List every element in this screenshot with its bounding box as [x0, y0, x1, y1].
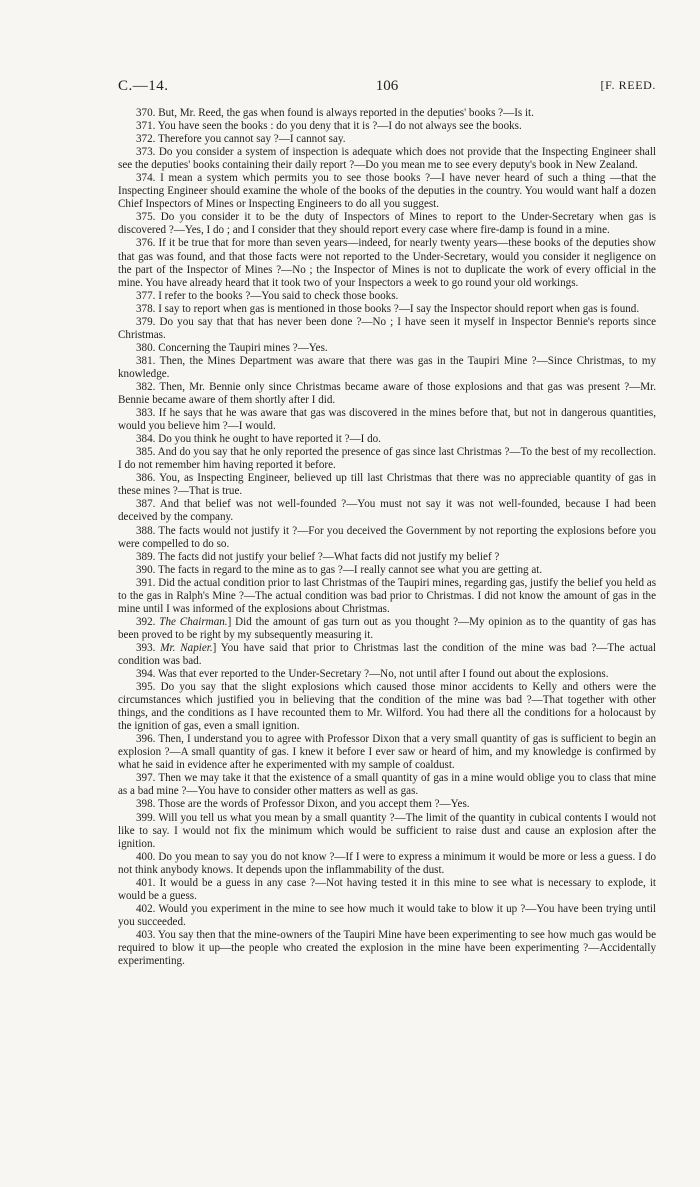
question-answer-paragraph: 396. Then, I understand you to agree with Professor Dixon that a very small quantity of gas is sufficient to begin an explosion ?—A small quantity of gas. I knew it before I ever saw or heard of him, and my knowledge is confirmed by what he said in evidence after he experimented with my sample of coaldust. [118, 733, 656, 772]
question-answer-paragraph: 397. Then we may take it that the existence of a small quantity of gas in a mine would oblige you to class that mine as a bad mine ?—You have to consider other matters as well as gas. [118, 772, 656, 798]
speaker-name: Mr. Napier. [160, 641, 213, 654]
page-header [118, 78, 656, 98]
question-answer-paragraph: 400. Do you mean to say you do not know ?—If I were to express a minimum it would be more or less a guess. I do not think anybody knows. It depends upon the inflammability of the dust. [118, 850, 656, 876]
question-answer-paragraph: 390. The facts in regard to the mine as to gas ?—I really cannot see what you are getting at. [136, 563, 543, 576]
question-answer-paragraph: 387. And that belief was not well-founded ?—You must not say it was not well-founded, because I had been deceived by the company. [118, 498, 656, 524]
question-answer-paragraph: 393. Mr. Napier.] You have said that prior to Christmas last the condition of the mine was bad ?—The actual condition was bad. [118, 641, 656, 667]
question-answer-paragraph: 374. I mean a system which permits you to see those books ?—I have never heard of such a thing —that the Inspecting Engineer should examine the whole of the books of the deputies in the country. You would want half a dozen Chief Inspectors of Mines or Inspecting Engineers to do all you suggest. [118, 172, 656, 211]
question-answer-paragraph: 401. It would be a guess in any case ?—Not having tested it in this mine to see what is necessary to explode, it would be a guess. [118, 876, 656, 902]
question-answer-paragraph: 372. Therefore you cannot say ?—I cannot say. [136, 133, 346, 146]
question-answer-paragraph: 391. Did the actual condition prior to last Christmas of the Taupiri mines, regarding gas, justify the belief you held as to the gas in Ralph's Mine ?—The actual condition was bad prior to Christmas. I did not know the amount of gas in the mine until I was informed of the explosions about Christmas. [118, 576, 657, 615]
question-answer-paragraph: 389. The facts did not justify your belief ?—What facts did not justify my belief ? [136, 550, 500, 563]
question-answer-paragraph: 394. Was that ever reported to the Under-Secretary ?—No, not until after I found out about the explosions. [136, 668, 609, 681]
question-answer-paragraph: 379. Do you say that that has never been done ?—No ; I have seen it myself in Inspector Bennie's reports since Christmas. [118, 315, 656, 341]
testimony-body [118, 107, 656, 968]
question-answer-paragraph: 380. Concerning the Taupiri mines ?—Yes. [136, 341, 328, 354]
question-answer-paragraph: 395. Do you say that the slight explosions which caused those minor accidents to Kelly and others were the circumstances which justified you in believing that the condition of the mine was bad ?—That together with other things, and the conditions as I have recounted them to Mr. Wilford. You had there all the conditions for a holocaust by the ignition of gas, even a small ignition. [118, 681, 656, 733]
question-answer-paragraph: 377. I refer to the books ?—You said to check those books. [136, 289, 399, 302]
witness-name: [F. REED. [600, 78, 656, 92]
question-answer-paragraph: 398. Those are the words of Professor Dixon, and you accept them ?—Yes. [136, 798, 470, 811]
question-answer-paragraph: 381. Then, the Mines Department was aware that there was gas in the Taupiri Mine ?—Since Christmas, to my knowledge. [118, 354, 656, 380]
question-answer-paragraph: 373. Do you consider a system of inspection is adequate which does not provide that the Inspecting Engineer shall see the deputies' books containing their daily report ?—Do you mean me to see every deputy's book in New Zealand. [118, 146, 656, 172]
question-answer-paragraph: 383. If he says that he was aware that gas was discovered in the mines before that, but not in dangerous quantities, would you believe him ?—I would. [118, 407, 656, 433]
question-answer-paragraph: 388. The facts would not justify it ?—For you deceived the Government by not reporting the explosions before you were compelled to do so. [118, 524, 656, 550]
question-answer-paragraph: 378. I say to report when gas is mentioned in those books ?—I say the Inspector should report when gas is found. [136, 302, 640, 315]
question-answer-paragraph: 376. If it be true that for more than seven years—indeed, for nearly twenty years—these books of the deputies show that gas was found, and that those facts were not reported to the Under-Secretary, would you consider it negligence on the part of the Inspector of Mines ?—No ; the Inspector of Mines is not to duplicate the work of every official in the mine. You have already heard that it took two of your Inspectors a week to go round your old workings. [118, 237, 656, 289]
question-answer-paragraph: 370. But, Mr. Reed, the gas when found is always reported in the deputies' books ?—Is it. [136, 107, 534, 119]
speaker-name: The Chairman. [159, 615, 228, 628]
question-answer-paragraph: 402. Would you experiment in the mine to see how much it would take to blow it up ?—You have been trying until you succeeded. [118, 902, 656, 928]
question-answer-paragraph: 385. And do you say that he only reported the presence of gas since last Christmas ?—To the best of my recollection. I do not remember him having reported it before. [118, 446, 656, 472]
question-answer-paragraph: 399. Will you tell us what you mean by a small quantity ?—The limit of the quantity in cubical contents I would not like to say. I would not fix the minimum which would be sufficient to raise dust and cause an explosion after the ignition. [118, 811, 656, 850]
question-answer-paragraph: 375. Do you consider it to be the duty of Inspectors of Mines to report to the Under-Secretary when gas is discovered ?—Yes, I do ; and I consider that they should report every case where fire-damp is found in a mine. [118, 211, 656, 237]
document-reference: C.—14. [118, 78, 169, 94]
question-answer-paragraph: 382. Then, Mr. Bennie only since Christmas became aware of those explosions and that gas was present ?—Mr. Bennie became aware of them shortly after I did. [118, 380, 656, 407]
page-number: 106 [375, 78, 399, 94]
question-answer-paragraph: 371. You have seen the books : do you deny that it is ?—I do not always see the books. [136, 120, 522, 133]
question-answer-paragraph: 386. You, as Inspecting Engineer, believed up till last Christmas that there was no appreciable quantity of gas in these mines ?—That is true. [118, 472, 656, 498]
question-answer-paragraph: 384. Do you think he ought to have reported it ?—I do. [136, 433, 381, 446]
question-answer-paragraph: 392. The Chairman.] Did the amount of gas turn out as you thought ?—My opinion as to the quantity of gas has been proved to be right by my subsequently measuring it. [118, 615, 656, 641]
question-answer-paragraph: 403. You say then that the mine-owners of the Taupiri Mine have been experimenting to see how much gas would be required to blow it up—the people who created the explosion in the mine have been experimenting ?—Accidentally experimenting. [118, 928, 656, 968]
